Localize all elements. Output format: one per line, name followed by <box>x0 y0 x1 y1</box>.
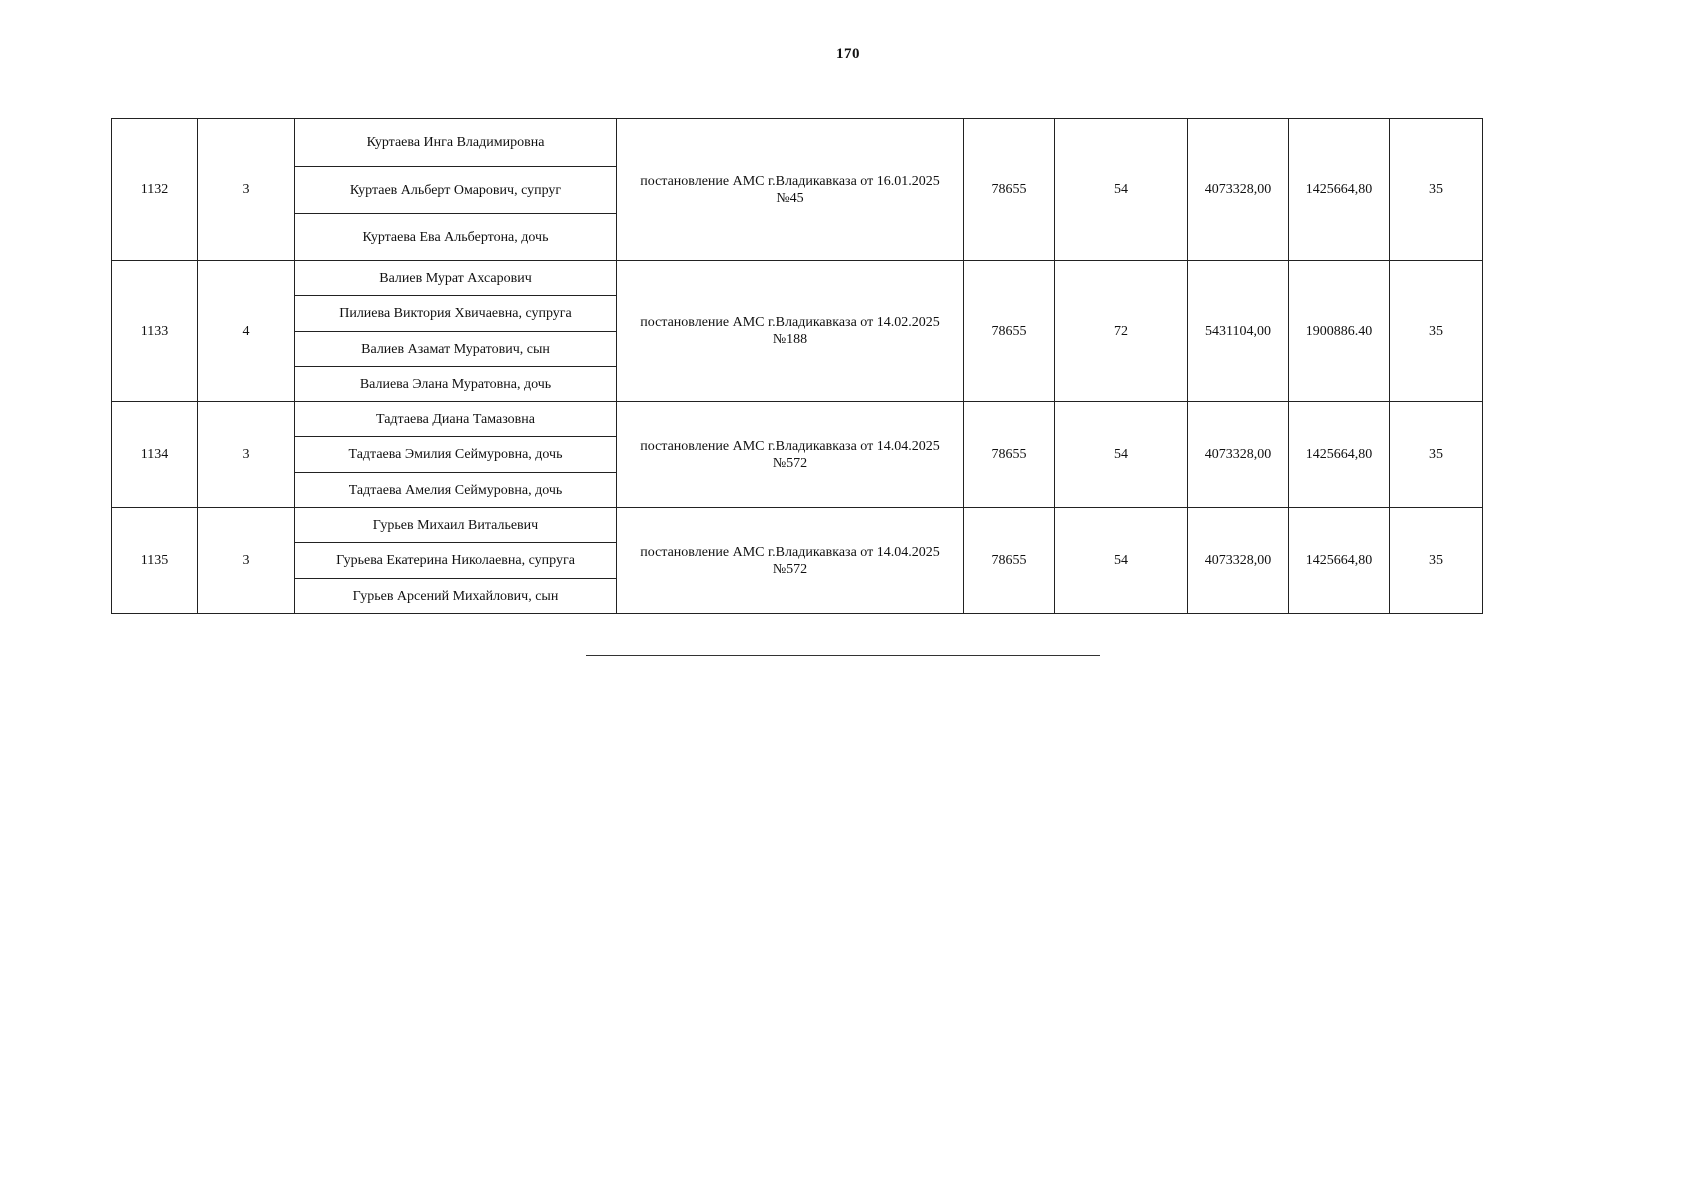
subsidy-percent: 35 <box>1390 261 1483 402</box>
table-row <box>112 508 1483 543</box>
decree-reference <box>617 402 964 508</box>
page-number: 170 <box>836 46 860 62</box>
subsidy-amount: 1425664,80 <box>1289 119 1390 261</box>
subsidy-percent: 35 <box>1390 402 1483 508</box>
record-number: 1133 <box>112 261 198 402</box>
decree-text: постановление АМС г.Владикавказа от 14.04.2025 <box>640 438 940 454</box>
subsidy-percent: 35 <box>1390 119 1483 261</box>
family-member: Тадтаева Диана Тамазовна <box>295 402 617 437</box>
subsidy-amount: 1425664,80 <box>1289 402 1390 508</box>
family-member: Валиев Азамат Муратович, сын <box>295 332 617 367</box>
record-number: 1134 <box>112 402 198 508</box>
family-member: Пилиева Виктория Хвичаевна, супруга <box>295 296 617 332</box>
subsidy-amount: 1425664,80 <box>1289 508 1390 614</box>
price-norm: 78655 <box>964 261 1055 402</box>
record-number: 1132 <box>112 119 198 261</box>
family-size: 4 <box>198 261 295 402</box>
estimated-cost: 5431104,00 <box>1188 261 1289 402</box>
family-member: Тадтаева Амелия Сеймуровна, дочь <box>295 473 617 508</box>
family-member: Куртаева Ева Альбертона, дочь <box>295 214 617 261</box>
family-member: Гурьев Арсений Михайлович, сын <box>295 579 617 614</box>
family-member: Валиева Элана Муратовна, дочь <box>295 367 617 402</box>
housing-area: 54 <box>1055 508 1188 614</box>
end-of-table-divider <box>586 655 1100 656</box>
subsidy-percent: 35 <box>1390 508 1483 614</box>
price-norm: 78655 <box>964 402 1055 508</box>
decree-number: №572 <box>772 561 808 577</box>
family-member: Валиев Мурат Ахсарович <box>295 261 617 296</box>
beneficiary-registry-table <box>111 118 1483 614</box>
decree-text: постановление АМС г.Владикавказа от 14.02.2025 <box>640 315 940 330</box>
family-member: Гурьева Екатерина Николаевна, супруга <box>295 543 617 579</box>
decree-number: №45 <box>776 190 804 206</box>
record-number: 1135 <box>112 508 198 614</box>
price-norm: 78655 <box>964 119 1055 261</box>
family-member: Куртаев Альберт Омарович, супруг <box>295 167 617 214</box>
family-size: 3 <box>198 402 295 508</box>
estimated-cost: 4073328,00 <box>1188 402 1289 508</box>
subsidy-amount: 1900886.40 <box>1289 261 1390 402</box>
decree-number: №572 <box>772 455 808 471</box>
family-member: Куртаева Инга Владимировна <box>295 119 617 167</box>
price-norm: 78655 <box>964 508 1055 614</box>
decree-reference <box>617 119 964 261</box>
decree-text: постановление АМС г.Владикавказа от 14.04.2025 <box>640 544 940 560</box>
housing-area: 72 <box>1055 261 1188 402</box>
decree-number: №188 <box>772 332 808 347</box>
decree-reference <box>617 261 964 402</box>
family-size: 3 <box>198 119 295 261</box>
family-size: 3 <box>198 508 295 614</box>
table-row <box>112 402 1483 437</box>
decree-reference <box>617 508 964 614</box>
housing-area: 54 <box>1055 119 1188 261</box>
estimated-cost: 4073328,00 <box>1188 119 1289 261</box>
estimated-cost: 4073328,00 <box>1188 508 1289 614</box>
table-row <box>112 261 1483 296</box>
housing-area: 54 <box>1055 402 1188 508</box>
table-row <box>112 119 1483 167</box>
family-member: Тадтаева Эмилия Сеймуровна, дочь <box>295 437 617 473</box>
family-member: Гурьев Михаил Витальевич <box>295 508 617 543</box>
decree-text: постановление АМС г.Владикавказа от 16.01.2025 <box>640 173 940 189</box>
